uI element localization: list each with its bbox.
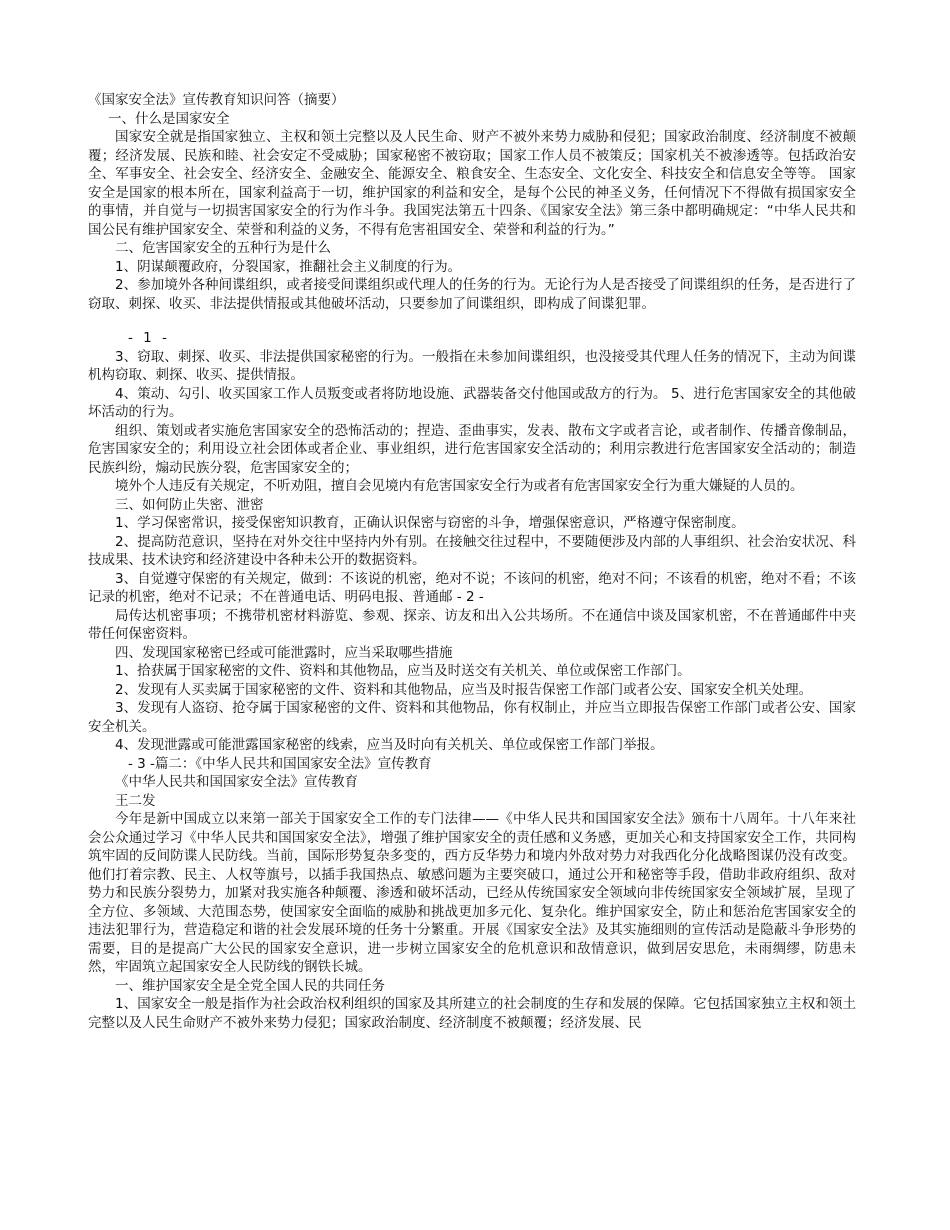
document-title: 《国家安全法》宣传教育知识问答（摘要）	[88, 92, 345, 108]
list-item: 3、窃取、刺探、收买、非法提供国家秘密的行为。一般指在未参加间谍组织，也没接受其代理人任务的情况下，主动为间谍机构窃取、刺探、收买、提供情报。	[88, 348, 856, 383]
article-title: 《中华人民共和国国家安全法》宣传教育	[115, 774, 358, 790]
list-item: 1、拾获属于国家秘密的文件、资料和其他物品，应当及时送交有关机关、单位或保密工作部门。	[115, 663, 691, 679]
section-heading-4: 四、发现国家秘密已经或可能泄露时，应当采取哪些措施	[115, 644, 453, 661]
list-item: 3、自觉遵守保密的有关规定，做到：不该说的机密，绝对不说；不该问的机密，绝对不问；不该看的机密，绝对不看；不该记录的机密，绝对不记录；不在普通电话、明码电报、普通邮 - 2 -	[88, 570, 856, 605]
paragraph: 国家安全就是指国家独立、主权和领土完整以及人民生命、财产不被外来势力威胁和侵犯；国家政治制度、经济制度不被颠覆；经济发展、民族和睦、社会安定不受威胁；国家秘密不被窃取；国家工作人员不被策反；国家机关不被渗透等。包括政治安全、军事安全、社会安全、经济安全、金融安全、能源安全、粮食安全、生态安全、文化安全、科技安全和信息安全等等。 国家安全是国家的根本所在，国家利益高于一切，维护国家的利益和安全，是每个公民的神圣义务，任何情况下不得做有损国家安全的事情，并自觉与一切损害国家安全的行为作斗争。我国宪法第五十四条、《国家安全法》第三条中都明确规定：“中华人民共和国公民有维护国家安全、荣誉和利益的义务，不得有危害祖国安全、荣誉和利益的行为。”	[88, 129, 856, 238]
list-item: 2、提高防范意识，坚持在对外交往中坚持内外有别。在接触交往过程中，不要随便涉及内部的人事组织、社会治安状况、科技成果、技术诀窍和经济建设中各种未公开的数据资料。	[88, 533, 856, 568]
list-item: 4、发现泄露或可能泄露国家秘密的线索，应当及时向有关机关、单位或保密工作部门举报。	[115, 737, 664, 753]
paragraph: 1、国家安全一般是指作为社会政治权利组织的国家及其所建立的社会制度的生存和发展的保障。它包括国家独立主权和领土完整以及人民生命财产不被外来势力侵犯；国家政治制度、经济制度不被颠覆；经济发展、民	[88, 996, 856, 1031]
paragraph: 组织、策划或者实施危害国家安全的恐怖活动的；捏造、歪曲事实，发表、散布文字或者言论，或者制作、传播音像制品，危害国家安全的；利用设立社会团体或者企业、事业组织，进行危害国家安全活动的；利用宗教进行危害国家安全活动的；制造民族纠纷，煽动民族分裂，危害国家安全的；	[88, 422, 856, 476]
list-item: 3、发现有人盗窃、抢夺属于国家秘密的文件、资料和其他物品，你有权制止，并应当立即报告保密工作部门或者公安、国家安全机关。	[88, 700, 856, 735]
page-number: - 1 -	[128, 330, 170, 346]
document-body	[88, 91, 856, 1032]
list-item: 2、参加境外各种间谍组织，或者接受间谍组织或代理人的任务的行为。无论行为人是否接受了间谍组织的任务，是否进行了窃取、刺探、收买、非法提供情报或其他破坏活动，只要参加了间谍组织，即构成了间谍犯罪。	[88, 277, 856, 312]
section-heading-2: 二、危害国家安全的五种行为是什么	[115, 240, 331, 256]
paragraph: 今年是新中国成立以来第一部关于国家安全工作的专门法律——《中华人民共和国国家安全法》颁布十八周年。十八年来社会公众通过学习《中华人民共和国国家安全法》，增强了维护国家安全的责任感和义务感，更加关心和支持国家安全工作，共同构筑牢固的反间防谍人民防线。当前，国际形势复杂多变的，西方反华势力和境内外敌对势力对我西化分化战略图谋仍没有改变。他们打着宗教、民主、人权等旗号，以插手我国热点、敏感问题为主要突破口，通过公开和秘密等手段，借助非政府组织、敌对势力和民族分裂势力，加紧对我实施各种颠覆、渗透和破坏活动，已经从传统国家安全领域向非传统国家安全领域扩展，呈现了全方位、多领域、大范围态势，使国家安全面临的威胁和挑战更加多元化、复杂化。维护国家安全，防止和惩治危害国家安全的违法犯罪行为，营造稳定和谐的社会发展环境的任务十分繁重。开展《国家安全法》及其实施细则的宣传活动是隐蔽斗争形势的需要，目的是提高广大公民的国家安全意识，进一步树立国家安全的危机意识和敌情意识，做到居安思危，未雨绸缪，防患未然，牢固筑立起国家安全人民防线的钢铁长城。	[88, 811, 856, 975]
section-heading-1: 一、什么是国家安全	[108, 110, 230, 127]
paragraph: 境外个人违反有关规定，不听劝阻，擅自会见境内有危害国家安全行为或者有危害国家安全行为重大嫌疑的人员的。	[115, 478, 804, 494]
page-number-line: - 3 -篇二：《中华人民共和国国家安全法》宣传教育	[128, 755, 432, 772]
list-item: 4、策动、勾引、收买国家工作人员叛变或者将防地设施、武器装备交付他国或敌方的行为。 5、进行危害国家安全的其他破坏活动的行为。	[88, 385, 856, 420]
paragraph: 局传达机密事项；不携带机密材料游览、参观、探亲、访友和出入公共场所。不在通信中谈及国家机密，不在普通邮件中夹带任何保密资料。	[88, 607, 856, 642]
list-item: 2、发现有人买卖属于国家秘密的文件、资料和其他物品，应当及时报告保密工作部门或者公安、国家安全机关处理。	[115, 681, 813, 698]
article-section-heading-1: 一、维护国家安全是全党全国人民的共同任务	[115, 977, 385, 994]
section-heading-3: 三、如何防止失密、泄密	[115, 496, 264, 513]
list-item: 1、阴谋颠覆政府，分裂国家，推翻社会主义制度的行为。	[115, 258, 462, 275]
list-item: 1、学习保密常识，接受保密知识教育，正确认识保密与窃密的斗争，增强保密意识，严格遵守保密制度。	[115, 515, 745, 531]
article-author: 王二发	[115, 792, 156, 809]
